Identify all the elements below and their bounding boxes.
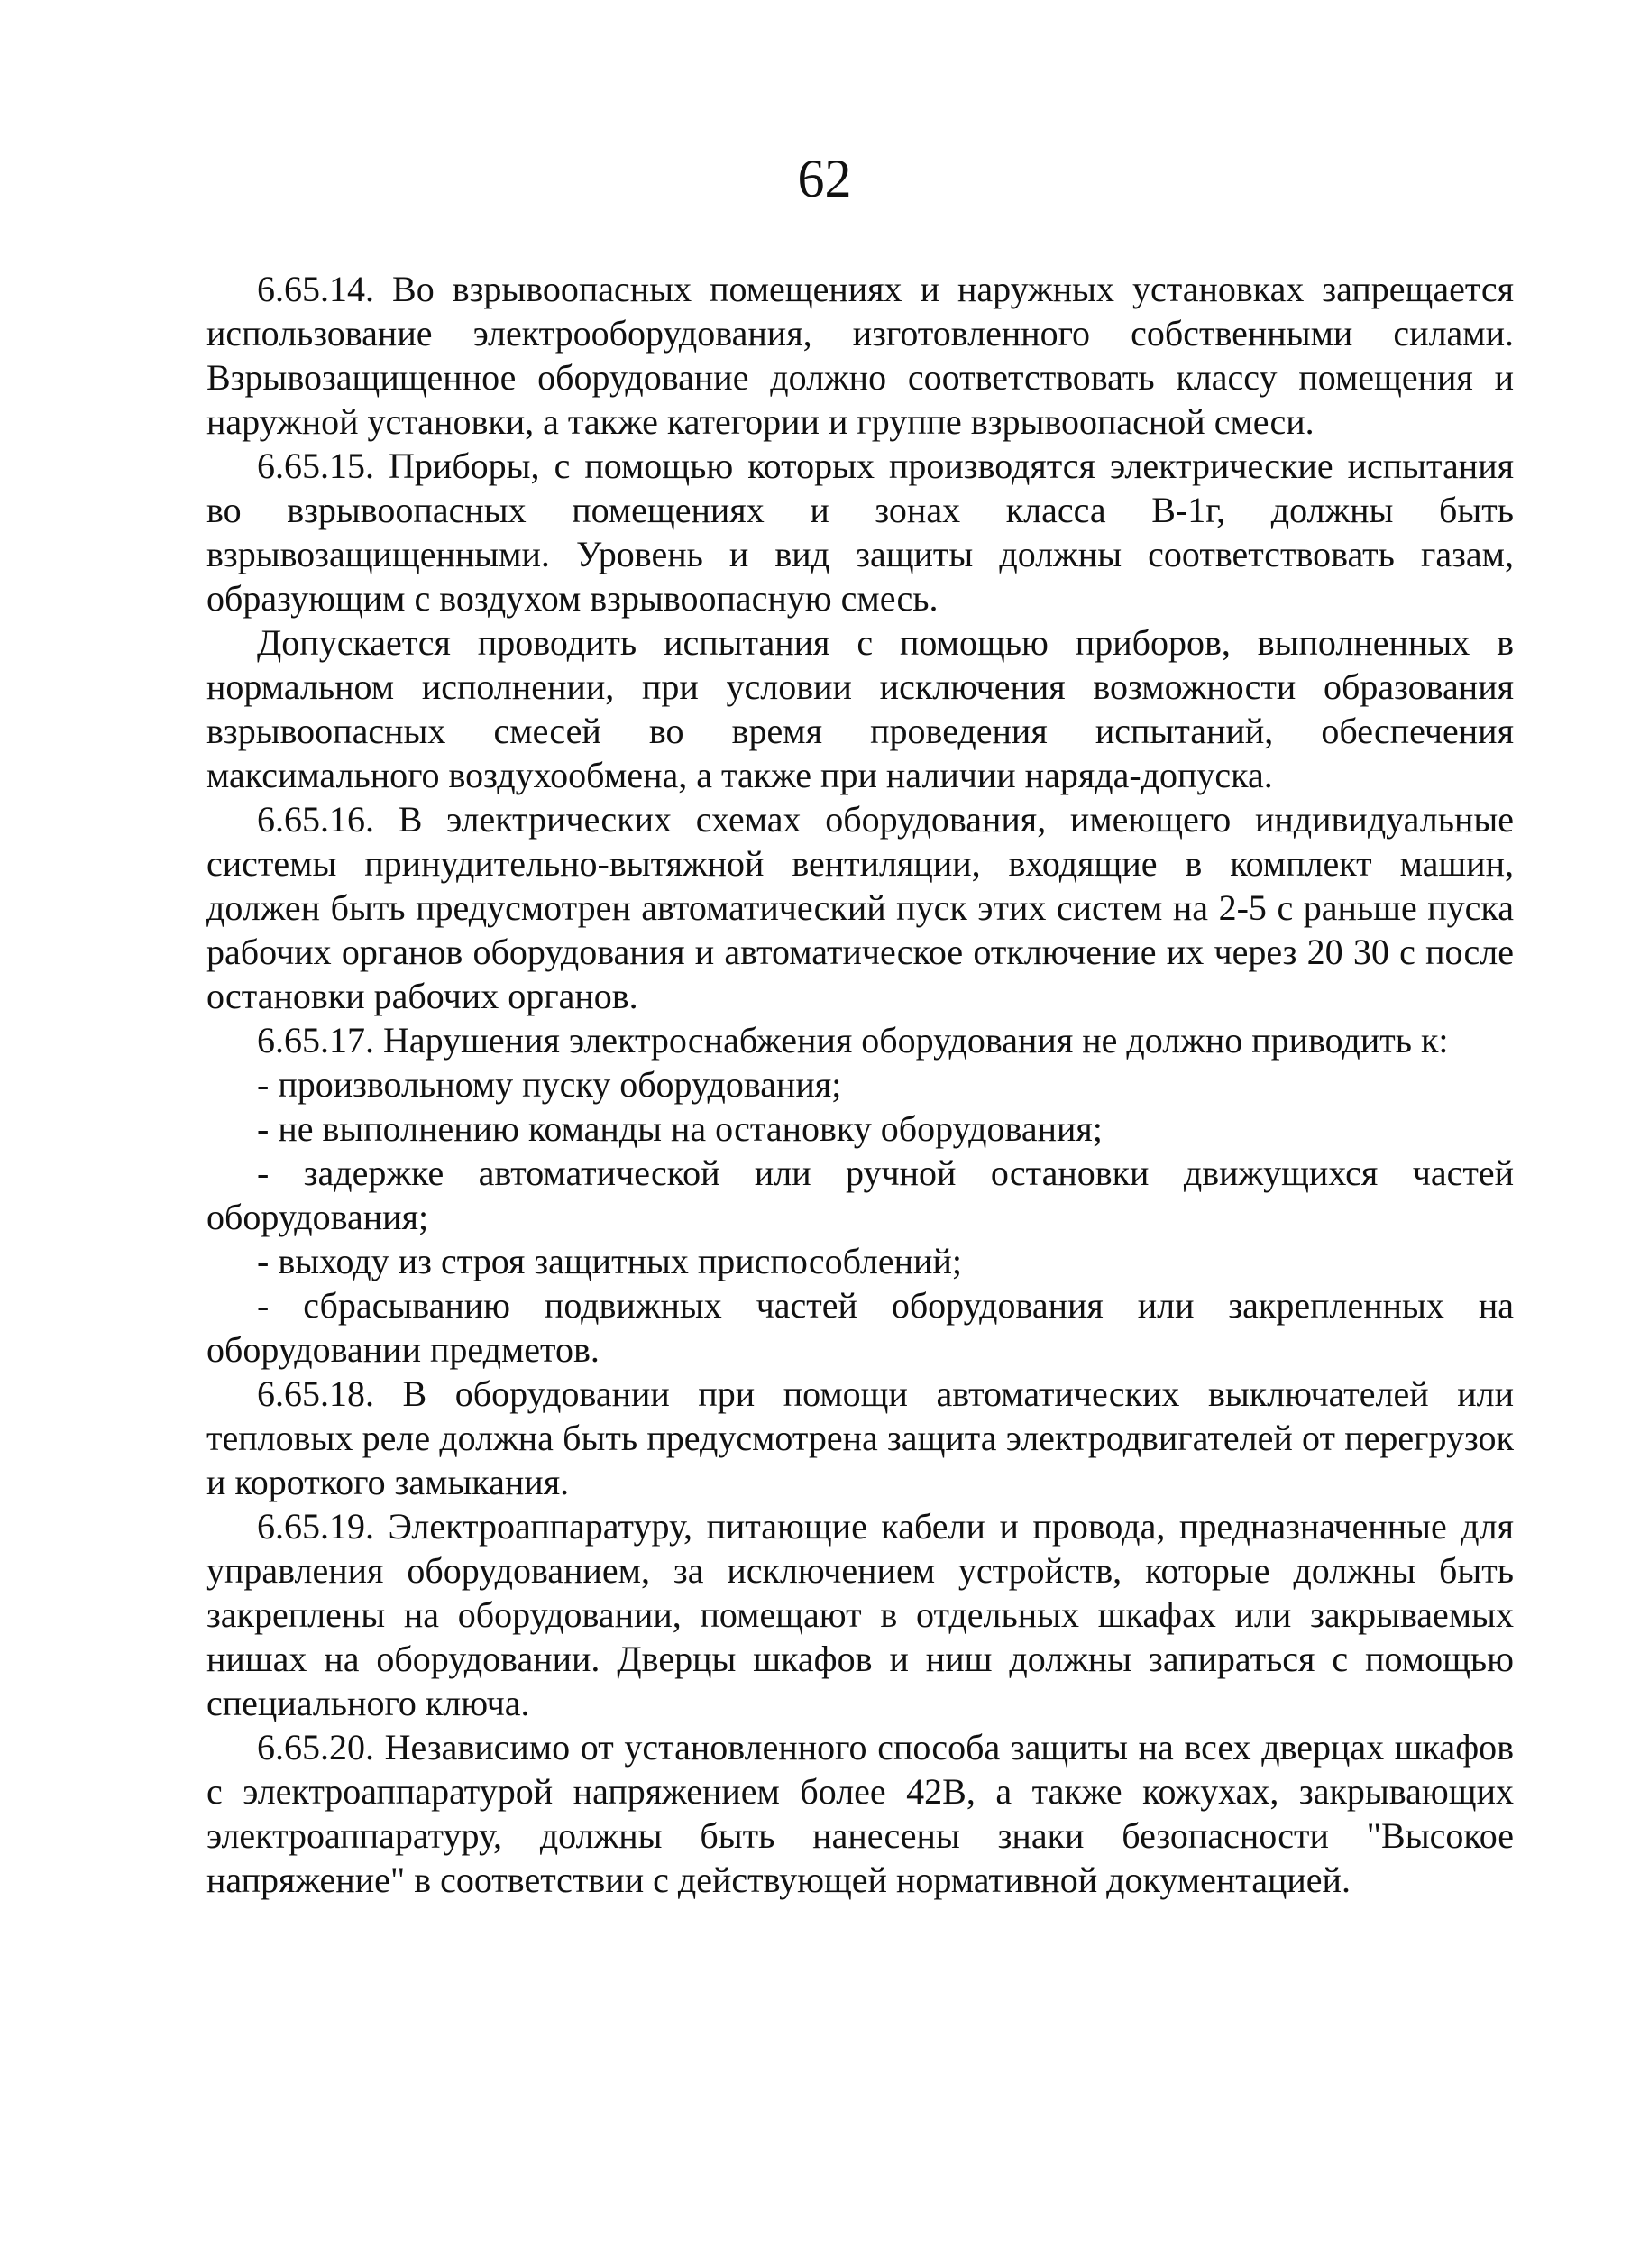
list-item: - задержке автоматической или ручной остановки движущихся частей оборудования; xyxy=(206,1152,1514,1237)
paragraph: 6.65.20. Независимо от установленного способа защиты на всех дверцах шкафов с электроаппаратурой напряжением более 42В, а также кожухах, закрывающих электроаппаратуру, должны быть нанесены знаки безопасности "Высокое напряжение" в соответствии с действующей нормативной документацией. xyxy=(206,1727,1514,1900)
paragraph: 6.65.18. В оборудовании при помощи автоматических выключателей или тепловых реле должна быть предусмотрена защита электродвигателей от перегрузок и короткого замыкания. xyxy=(206,1373,1514,1502)
body-text xyxy=(206,267,1514,1902)
list-item: - выходу из строя защитных приспособлений; xyxy=(257,1241,962,1281)
paragraph: Допускается проводить испытания с помощью приборов, выполненных в нормальном исполнении, при условии исключения возможности образования взрывоопасных смесей во время проведения испытаний, обеспечения максимального воздухообмена, а также при наличии наряда-допуска. xyxy=(206,622,1514,795)
paragraph: 6.65.19. Электроаппаратуру, питающие кабели и провода, предназначенные для управления оборудованием, за исключением устройств, которые должны быть закреплены на оборудовании, помещают в отдельных шкафах или закрываемых нишах на оборудовании. Дверцы шкафов и ниш должны запираться с помощью специального ключа. xyxy=(206,1506,1514,1723)
list-item: - сбрасыванию подвижных частей оборудования или закрепленных на оборудовании предметов. xyxy=(206,1285,1514,1370)
list-item: - произвольному пуску оборудования; xyxy=(257,1064,842,1105)
page-number: 62 xyxy=(797,149,852,208)
paragraph: 6.65.15. Приборы, с помощью которых производятся электрические испытания во взрывоопасных помещениях и зонах класса В-1г, должны быть взрывозащищенными. Уровень и вид защиты должны соответствовать газам, образующим с воздухом взрывоопасную смесь. xyxy=(206,445,1514,619)
list-item: - не выполнению команды на остановку оборудования; xyxy=(257,1108,1103,1149)
paragraph: 6.65.14. Во взрывоопасных помещениях и наружных установках запрещается использование электрооборудования, изготовленного собственными силами. Взрывозащищенное оборудование должно соответствовать классу помещения и наружной установки, а также категории и группе взрывоопасной смеси. xyxy=(206,269,1514,442)
paragraph: 6.65.16. В электрических схемах оборудования, имеющего индивидуальные системы принудительно-вытяжной вентиляции, входящие в комплект машин, должен быть предусмотрен автоматический пуск этих систем на 2-5 с раньше пуска рабочих органов оборудования и автоматическое отключение их через 20 30 с после остановки рабочих органов. xyxy=(206,799,1514,1016)
paragraph: 6.65.17. Нарушения электроснабжения оборудования не должно приводить к: xyxy=(257,1020,1449,1061)
